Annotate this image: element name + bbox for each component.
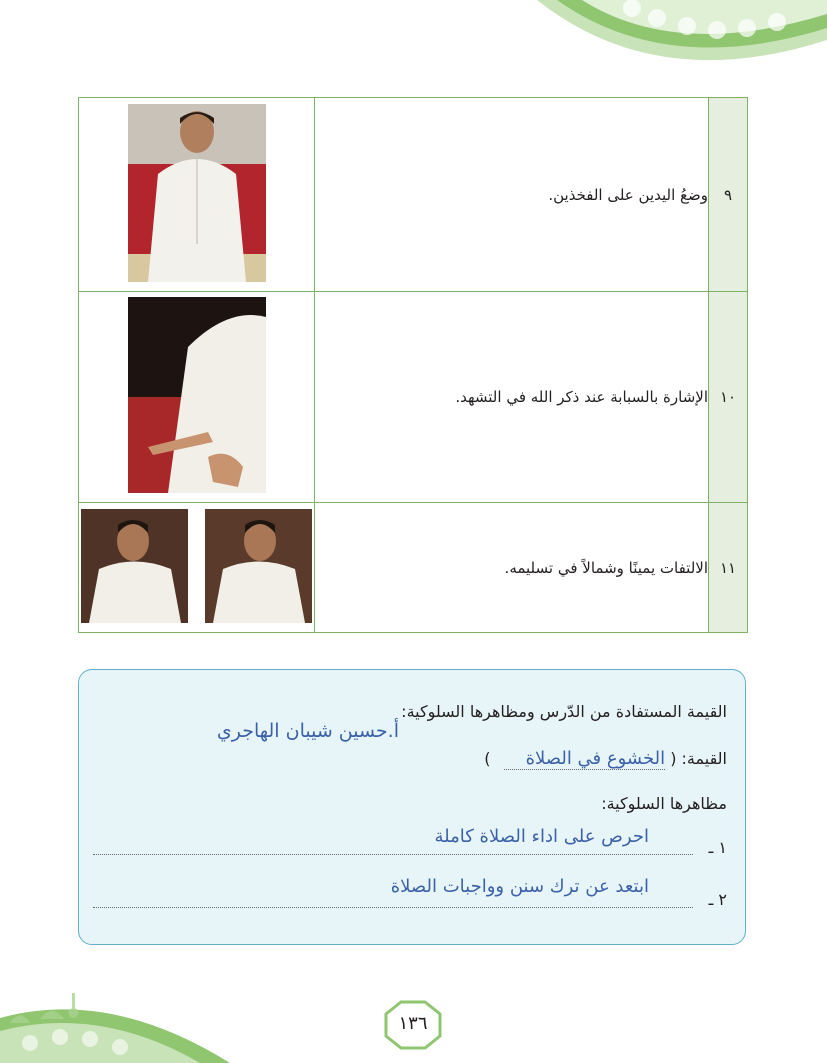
page-number-badge [384, 1000, 442, 1050]
table-row [79, 292, 748, 503]
value-line [484, 748, 727, 769]
value-heading: القيمة المستفادة من الدّرس ومظاهرها السلوكية: [401, 702, 727, 721]
behavior-answer[interactable]: احرص على اداء الصلاة كاملة [434, 826, 649, 847]
step-image-cell [79, 503, 315, 633]
value-answer[interactable]: الخشوع في الصلاة [504, 748, 666, 770]
author-name: أ.حسين شيبان الهاجري [216, 720, 399, 742]
behavior-answer[interactable]: ابتعد عن ترك سنن وواجبات الصلاة [390, 876, 649, 897]
prayer-steps-table [78, 97, 748, 633]
table-row [79, 98, 748, 292]
step-text: الالتفات يمينًا وشمالاً في تسليمه. [315, 503, 709, 633]
behavior-number: ١ ـ [708, 838, 727, 857]
top-corner-ornament [537, 0, 827, 80]
value-close-paren: ) [484, 749, 491, 768]
boy-hands-on-thighs-photo [128, 104, 266, 282]
boy-turning-left-photo [81, 509, 188, 623]
step-image-cell [79, 292, 315, 503]
page-number: ١٣٦ [398, 1013, 428, 1034]
step-number: ٩ [709, 98, 748, 292]
boy-pointing-index-finger-photo [128, 297, 266, 493]
bottom-corner-ornament [0, 993, 230, 1063]
behaviors-label: مظاهرها السلوكية: [601, 794, 727, 813]
behavior-number: ٢ ـ [708, 890, 727, 909]
lesson-value-box [78, 669, 746, 945]
answer-dotted-line [93, 854, 693, 855]
boy-turning-right-photo [205, 509, 312, 623]
step-text: وضعُ اليدين على الفخذين. [315, 98, 709, 292]
step-number: ١١ [709, 503, 748, 633]
answer-dotted-line [93, 907, 693, 908]
step-image-cell [79, 98, 315, 292]
step-text: الإشارة بالسبابة عند ذكر الله في التشهد. [315, 292, 709, 503]
value-label: القيمة: [681, 749, 727, 768]
value-open-paren: ( [670, 749, 677, 768]
step-number: ١٠ [709, 292, 748, 503]
table-row [79, 503, 748, 633]
